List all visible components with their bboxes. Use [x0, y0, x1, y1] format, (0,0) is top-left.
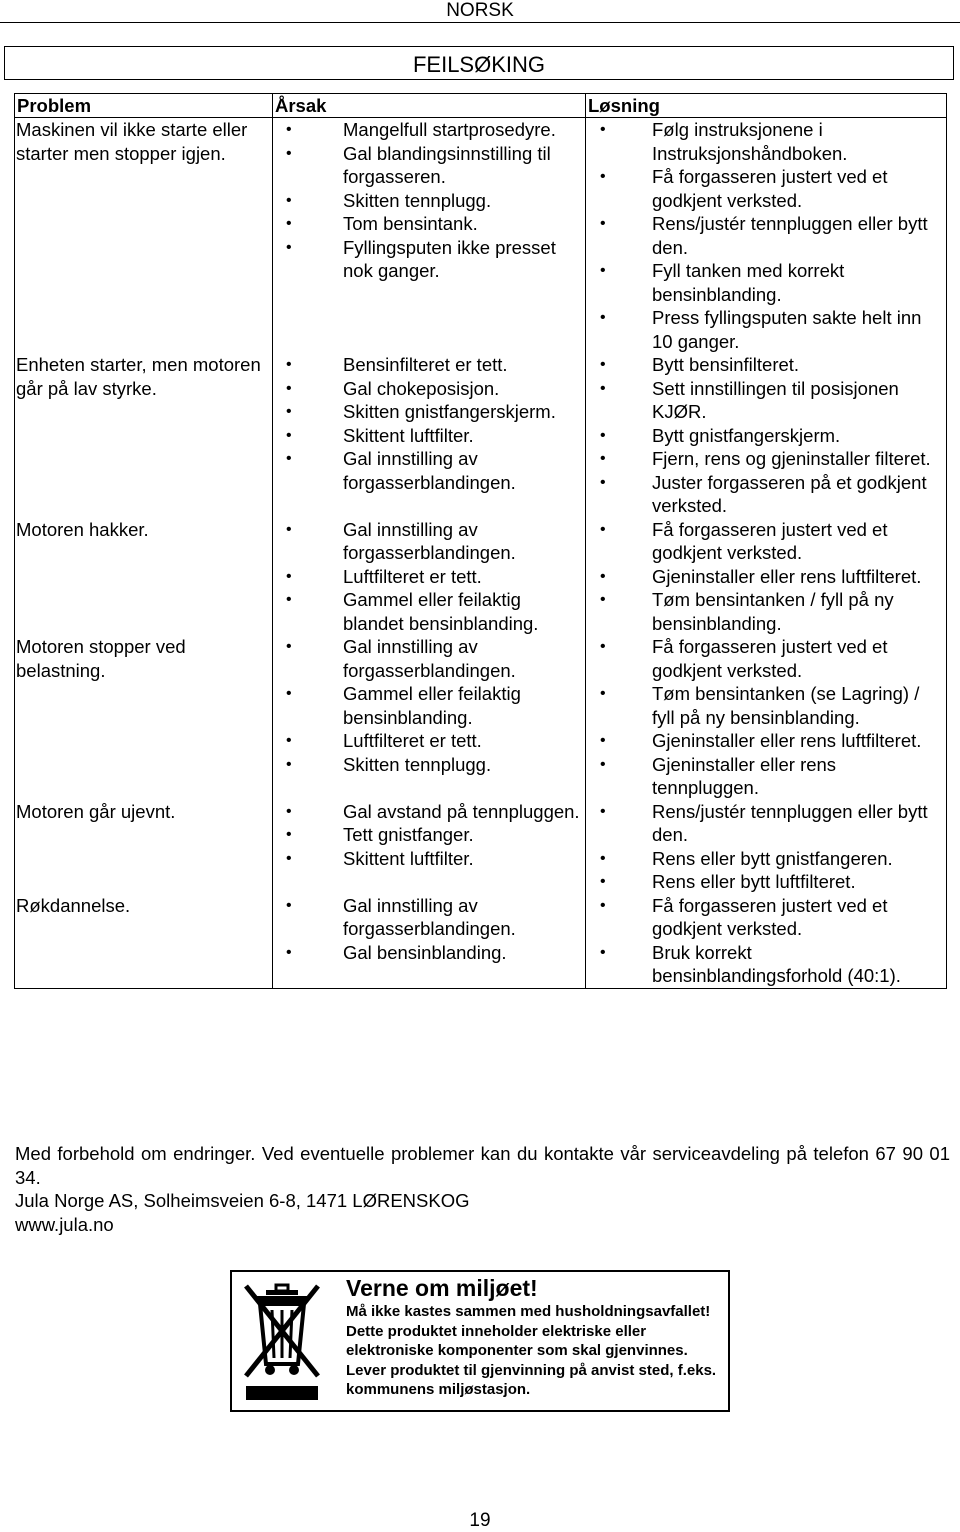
cause-item: • Gal avstand på tennpluggen.	[273, 800, 585, 824]
cause-list	[273, 635, 585, 776]
solution-item: • Gjeninstaller eller rens luftfilteret.	[586, 565, 946, 589]
solution-item: • Juster forgasseren på et godkjent verksted.	[586, 471, 946, 518]
solution-list	[586, 118, 946, 353]
table-row	[15, 518, 947, 636]
solution-item: • Rens eller bytt gnistfangeren.	[586, 847, 946, 871]
page-title: FEILSØKING	[4, 46, 954, 80]
cause-cell	[273, 894, 586, 989]
environment-line: Lever produktet til gjenvinning på anvist sted, f.eks.	[346, 1361, 717, 1379]
footer-website: www.jula.no	[15, 1213, 114, 1235]
solution-item: • Bruk korrekt bensinblandingsforhold (40:1).	[586, 941, 946, 988]
table-row	[15, 800, 947, 894]
cause-item: • Luftfilteret er tett.	[273, 565, 585, 589]
cause-cell	[273, 518, 586, 636]
table-row	[15, 353, 947, 518]
header-language: NORSK	[0, 0, 960, 23]
cause-item: • Gal innstilling av forgasserblandingen.	[273, 447, 585, 494]
problem-cell: Motoren går ujevnt.	[15, 800, 273, 894]
cause-item: • Skitten gnistfangerskjerm.	[273, 400, 585, 424]
solution-cell	[586, 353, 947, 518]
solution-list	[586, 894, 946, 988]
table-row	[15, 635, 947, 800]
cause-item: • Bensinfilteret er tett.	[273, 353, 585, 377]
cause-cell	[273, 118, 586, 354]
solution-item: • Rens/justér tennpluggen eller bytt den.	[586, 800, 946, 847]
solution-cell	[586, 118, 947, 354]
footer-address: Jula Norge AS, Solheimsveien 6-8, 1471 LØRENSKOG	[15, 1190, 470, 1211]
environment-line: Må ikke kastes sammen med husholdningsavfallet!	[346, 1303, 711, 1320]
weee-crossed-bin-icon	[232, 1272, 332, 1410]
header-solution: Løsning	[586, 94, 947, 118]
problem-cell: Enheten starter, men motoren går på lav styrke.	[15, 353, 273, 518]
troubleshooting-table-wrapper	[14, 93, 946, 989]
solution-item: • Få forgasseren justert ved et godkjent verksted.	[586, 165, 946, 212]
cause-item: • Gal chokeposisjon.	[273, 377, 585, 401]
solution-cell	[586, 894, 947, 989]
solution-item: • Bytt gnistfangerskjerm.	[586, 424, 946, 448]
cause-item: • Gal innstilling av forgasserblandingen.	[273, 894, 585, 941]
solution-item: • Gjeninstaller eller rens luftfilteret.	[586, 729, 946, 753]
cause-item: • Skitten tennplugg.	[273, 189, 585, 213]
environment-line: kommunens miljøstasjon.	[346, 1381, 531, 1398]
environment-title: Verne om miljøet!	[346, 1275, 538, 1301]
solution-item: • Tøm bensintanken / fyll på ny bensinblanding.	[586, 588, 946, 635]
solution-item: • Følg instruksjonene i Instruksjonshåndboken.	[586, 118, 946, 165]
problem-cell: Motoren hakker.	[15, 518, 273, 636]
cause-item: • Gal innstilling av forgasserblandingen.	[273, 518, 585, 565]
solution-item: • Få forgasseren justert ved et godkjent verksted.	[586, 894, 946, 941]
cause-cell	[273, 353, 586, 518]
table-row	[15, 894, 947, 989]
header-cause: Årsak	[273, 94, 586, 118]
environment-line: Dette produktet inneholder elektriske eller	[346, 1322, 647, 1340]
cause-item: • Mangelfull startprosedyre.	[273, 118, 585, 142]
environment-line: elektroniske komponenter som skal gjenvinnes.	[346, 1342, 688, 1359]
cause-item: • Gal innstilling av forgasserblandingen.	[273, 635, 585, 682]
environment-text	[332, 1272, 716, 1410]
solution-item: • Gjeninstaller eller rens tennpluggen.	[586, 753, 946, 800]
cause-cell	[273, 800, 586, 894]
cause-cell	[273, 635, 586, 800]
footer	[15, 1142, 950, 1236]
problem-cell: Maskinen vil ikke starte eller starter men stopper igjen.	[15, 118, 273, 354]
solution-item: • Press fyllingsputen sakte helt inn 10 ganger.	[586, 306, 946, 353]
solution-list	[586, 800, 946, 894]
cause-list	[273, 353, 585, 494]
solution-item: • Rens eller bytt luftfilteret.	[586, 870, 946, 894]
cause-item: • Tom bensintank.	[273, 212, 585, 236]
solution-list	[586, 635, 946, 800]
solution-item: • Tøm bensintanken (se Lagring) / fyll på ny bensinblanding.	[586, 682, 946, 729]
header-problem: Problem	[15, 94, 273, 118]
solution-item: • Rens/justér tennpluggen eller bytt den.	[586, 212, 946, 259]
cause-item: • Skittent luftfilter.	[273, 424, 585, 448]
table-row	[15, 118, 947, 354]
cause-list	[273, 518, 585, 636]
solution-cell	[586, 518, 947, 636]
cause-list	[273, 800, 585, 871]
cause-item: • Luftfilteret er tett.	[273, 729, 585, 753]
cause-list	[273, 894, 585, 965]
environment-notice	[230, 1270, 730, 1412]
cause-item: • Gammel eller feilaktig bensinblanding.	[273, 682, 585, 729]
solution-item: • Få forgasseren justert ved et godkjent verksted.	[586, 635, 946, 682]
solution-item: • Bytt bensinfilteret.	[586, 353, 946, 377]
cause-item: • Gal blandingsinnstilling til forgasseren.	[273, 142, 585, 189]
solution-item: • Fjern, rens og gjeninstaller filteret.	[586, 447, 946, 471]
page-number: 19	[469, 1510, 491, 1531]
cause-item: • Tett gnistfanger.	[273, 823, 585, 847]
cause-item: • Skitten tennplugg.	[273, 753, 585, 777]
cause-item: • Gal bensinblanding.	[273, 941, 585, 965]
problem-cell: Røkdannelse.	[15, 894, 273, 989]
environment-lines	[346, 1302, 716, 1400]
solution-item: • Få forgasseren justert ved et godkjent verksted.	[586, 518, 946, 565]
troubleshooting-table	[14, 93, 947, 989]
problem-cell: Motoren stopper ved belastning.	[15, 635, 273, 800]
solution-item: • Sett innstillingen til posisjonen KJØR.	[586, 377, 946, 424]
table-body	[15, 118, 947, 989]
cause-list	[273, 118, 585, 283]
solution-cell	[586, 635, 947, 800]
cause-item: • Skittent luftfilter.	[273, 847, 585, 871]
solution-cell	[586, 800, 947, 894]
cause-item: • Fyllingsputen ikke presset nok ganger.	[273, 236, 585, 283]
solution-list	[586, 518, 946, 636]
footer-notice: Med forbehold om endringer. Ved eventuelle problemer kan du kontakte vår serviceavdeling på telefon 67 90 01 34.	[15, 1143, 950, 1188]
solution-item: • Fyll tanken med korrekt bensinblanding.	[586, 259, 946, 306]
solution-list	[586, 353, 946, 518]
cause-item: • Gammel eller feilaktig blandet bensinblanding.	[273, 588, 585, 635]
